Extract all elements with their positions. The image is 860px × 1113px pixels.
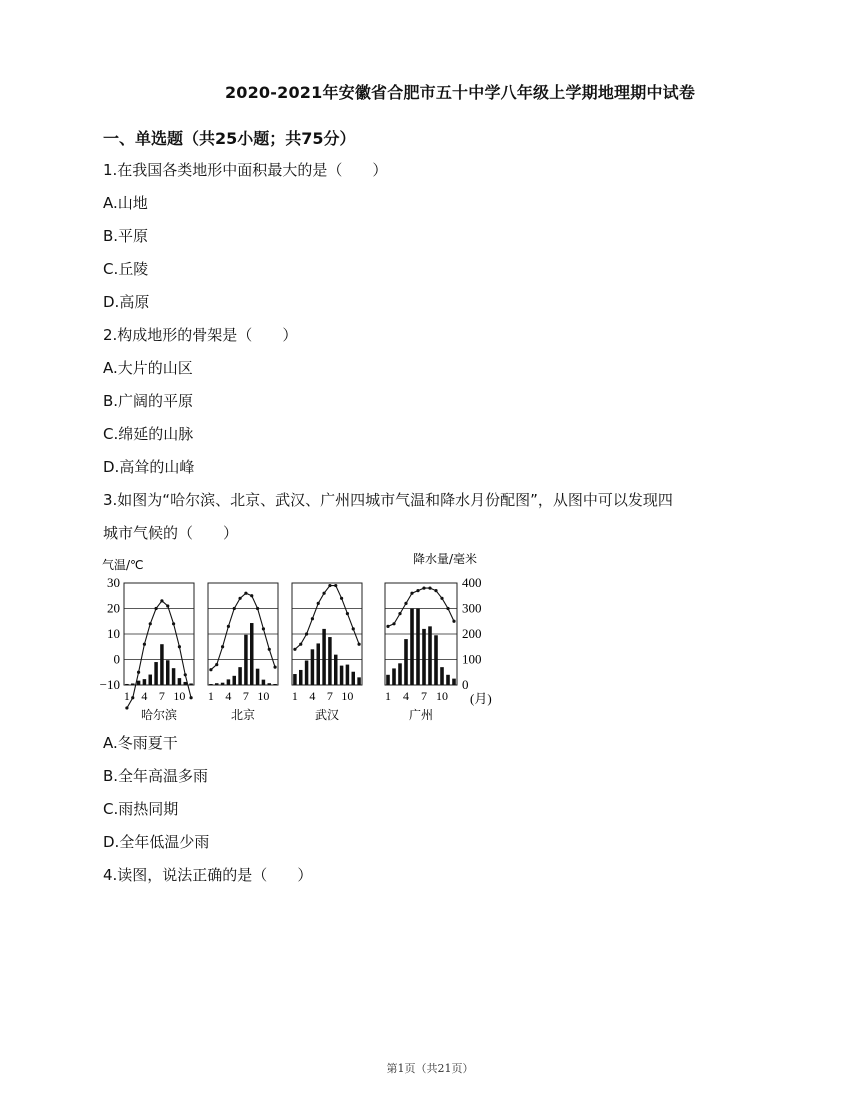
month-tick-label: 7 <box>242 689 249 703</box>
precipitation-bar <box>125 684 129 685</box>
q3-option-a: A.冬雨夏干 <box>103 734 178 752</box>
temperature-point <box>416 589 419 592</box>
temperature-point <box>340 597 343 600</box>
month-tick-label: 4 <box>225 689 232 703</box>
climate-chart <box>98 548 498 723</box>
precipitation-bar <box>233 676 237 685</box>
precipitation-bar <box>299 670 303 685</box>
month-tick-label: 7 <box>421 689 427 703</box>
precipitation-bar <box>398 663 402 685</box>
temperature-point <box>392 622 395 625</box>
month-tick-label: 1 <box>123 689 130 703</box>
month-tick-label: 4 <box>141 689 148 703</box>
temperature-point <box>149 622 152 625</box>
city-name-label: 武汉 <box>314 708 340 722</box>
month-tick-label: 1 <box>207 689 214 703</box>
precipitation-bar <box>317 643 321 685</box>
temperature-point <box>250 594 253 597</box>
city-panel <box>292 583 362 722</box>
precipitation-bar <box>293 674 297 685</box>
precipitation-bar <box>262 680 266 685</box>
precipitation-bar <box>422 629 426 685</box>
precipitation-bar <box>404 639 408 685</box>
precipitation-bar <box>268 683 272 685</box>
temperature-point <box>452 620 455 623</box>
question-3-stem: 3.如图为“哈尔滨、北京、武汉、广州四城市气温和降水月份配图”，从图中可以发现四 <box>103 491 673 509</box>
temperature-point <box>209 668 212 671</box>
city-panel <box>385 583 457 722</box>
precipitation-bar <box>256 669 259 685</box>
precipitation-bar <box>452 679 456 685</box>
month-unit-label: (月) <box>470 691 492 706</box>
temperature-point <box>256 607 259 610</box>
temperature-point <box>446 607 449 610</box>
precipitation-bar <box>352 672 356 685</box>
precipitation-bar <box>446 675 450 685</box>
city-panel <box>124 583 194 722</box>
q1-option-d: D.高原 <box>103 293 150 311</box>
temperature-point <box>328 584 331 587</box>
left-tick-label: 20 <box>107 600 120 616</box>
temperature-point <box>137 671 140 674</box>
temperature-point <box>428 587 431 590</box>
precipitation-bar <box>340 666 344 685</box>
right-tick-label: 300 <box>462 600 482 616</box>
precipitation-bar <box>149 675 153 685</box>
q1-option-b: B.平原 <box>103 227 149 245</box>
right-tick-label: 0 <box>462 677 469 692</box>
temperature-point <box>317 602 320 605</box>
section-heading: 一、单选题（共25小题；共75分） <box>103 129 356 148</box>
temperature-point <box>268 648 271 651</box>
precipitation-bar <box>346 665 350 685</box>
temperature-point <box>178 645 181 648</box>
temperature-line <box>211 593 275 670</box>
precipitation-bar <box>273 684 277 685</box>
temperature-point <box>160 599 163 602</box>
temperature-line <box>295 586 359 650</box>
precipitation-bar <box>434 635 438 685</box>
precipitation-bar <box>428 626 432 685</box>
temperature-point <box>293 648 296 651</box>
temperature-point <box>398 612 401 615</box>
precipitation-bar <box>209 684 213 685</box>
month-tick-label: 1 <box>291 689 298 703</box>
precipitation-bar <box>160 644 164 685</box>
temperature-point <box>311 617 314 620</box>
temperature-point <box>334 584 337 587</box>
right-tick-label: 200 <box>462 626 482 641</box>
left-tick-label: 10 <box>107 626 120 641</box>
precipitation-bar <box>322 629 326 685</box>
precipitation-bar <box>184 682 188 685</box>
month-tick-label: 7 <box>326 689 333 703</box>
temperature-point <box>184 673 187 676</box>
q1-option-a: A.山地 <box>103 194 148 212</box>
city-name-label: 北京 <box>230 708 256 722</box>
q2-option-b: B.广阔的平原 <box>103 392 194 410</box>
left-axis-label: 气温/℃ <box>102 558 144 572</box>
month-tick-label: 10 <box>436 689 448 703</box>
temperature-point <box>244 592 247 595</box>
city-name-label: 广州 <box>408 708 434 722</box>
temperature-point <box>233 607 236 610</box>
page-footer: 第1页（共21页） <box>386 1062 474 1075</box>
q3-option-c: C.雨热同期 <box>103 800 179 818</box>
temperature-point <box>346 612 349 615</box>
q2-option-c: C.绵延的山脉 <box>103 425 194 443</box>
precipitation-bar <box>137 681 141 685</box>
precipitation-bar <box>311 649 315 685</box>
month-tick-label: 10 <box>173 689 186 703</box>
precipitation-bar <box>392 668 396 685</box>
temperature-point <box>238 597 241 600</box>
page-title: 2020-2021年安徽省合肥市五十中学八年级上学期地理期中试卷 <box>224 83 696 102</box>
precipitation-bar <box>357 677 361 685</box>
city-name-label: 哈尔滨 <box>140 708 178 722</box>
temperature-point <box>404 602 407 605</box>
temperature-point <box>440 597 443 600</box>
month-tick-label: 10 <box>341 689 354 703</box>
precipitation-bar <box>328 637 332 685</box>
precipitation-bar <box>189 683 193 685</box>
precipitation-bar <box>244 635 248 685</box>
temperature-point <box>227 625 230 628</box>
q3-option-b: B.全年高温多雨 <box>103 767 209 785</box>
temperature-point <box>273 666 276 669</box>
right-tick-label: 100 <box>462 651 482 667</box>
month-tick-label: 10 <box>257 689 270 703</box>
precipitation-bar <box>334 655 338 685</box>
question-4-stem: 4.读图，说法正确的是（ ） <box>103 866 313 884</box>
precipitation-bar <box>221 683 225 685</box>
temperature-line <box>388 588 454 626</box>
precipitation-bar <box>305 661 309 685</box>
temperature-point <box>215 663 218 666</box>
precipitation-bar <box>178 678 182 685</box>
precipitation-bar <box>172 668 176 685</box>
month-tick-label: 4 <box>403 689 409 703</box>
temperature-point <box>154 607 157 610</box>
q2-option-a: A.大片的山区 <box>103 359 193 377</box>
temperature-point <box>189 696 192 699</box>
temperature-point <box>305 632 308 635</box>
precipitation-bar <box>215 683 219 685</box>
precipitation-bar <box>386 675 390 685</box>
question-1-stem: 1.在我国各类地形中面积最大的是（ ） <box>103 161 388 179</box>
question-2-stem: 2.构成地形的骨架是（ ） <box>103 326 298 344</box>
left-tick-label: 0 <box>113 651 120 667</box>
temperature-point <box>143 643 146 646</box>
temperature-point <box>422 587 425 590</box>
temperature-point <box>125 706 128 709</box>
precipitation-bar <box>416 609 420 686</box>
temperature-point <box>322 592 325 595</box>
q3-option-d: D.全年低温少雨 <box>103 833 210 851</box>
precipitation-bar <box>238 667 242 685</box>
left-tick-label: −10 <box>99 677 120 692</box>
temperature-point <box>386 625 389 628</box>
right-axis-label: 降水量/毫米 <box>413 552 478 566</box>
city-panel <box>208 583 278 722</box>
right-tick-label: 400 <box>462 575 482 590</box>
left-tick-label: 30 <box>107 575 120 590</box>
temperature-point <box>172 622 175 625</box>
q2-option-d: D.高耸的山峰 <box>103 458 195 476</box>
month-tick-label: 7 <box>158 689 165 703</box>
precipitation-bar <box>227 679 231 685</box>
precipitation-bar <box>410 609 414 686</box>
temperature-point <box>434 589 437 592</box>
question-3-stem-cont: 城市气候的（ ） <box>103 524 239 542</box>
temperature-point <box>221 645 224 648</box>
temperature-point <box>352 627 355 630</box>
temperature-point <box>166 604 169 607</box>
precipitation-bar <box>154 662 158 685</box>
temperature-point <box>131 696 134 699</box>
q1-option-c: C.丘陵 <box>103 260 149 278</box>
month-tick-label: 4 <box>309 689 316 703</box>
temperature-point <box>262 627 265 630</box>
temperature-point <box>410 592 413 595</box>
precipitation-bar <box>143 679 147 685</box>
precipitation-bar <box>440 667 444 685</box>
temperature-point <box>299 643 302 646</box>
temperature-point <box>357 643 360 646</box>
month-tick-label: 1 <box>385 689 391 703</box>
precipitation-bar <box>166 660 170 685</box>
precipitation-bar <box>250 623 254 685</box>
precipitation-bar <box>131 683 135 685</box>
